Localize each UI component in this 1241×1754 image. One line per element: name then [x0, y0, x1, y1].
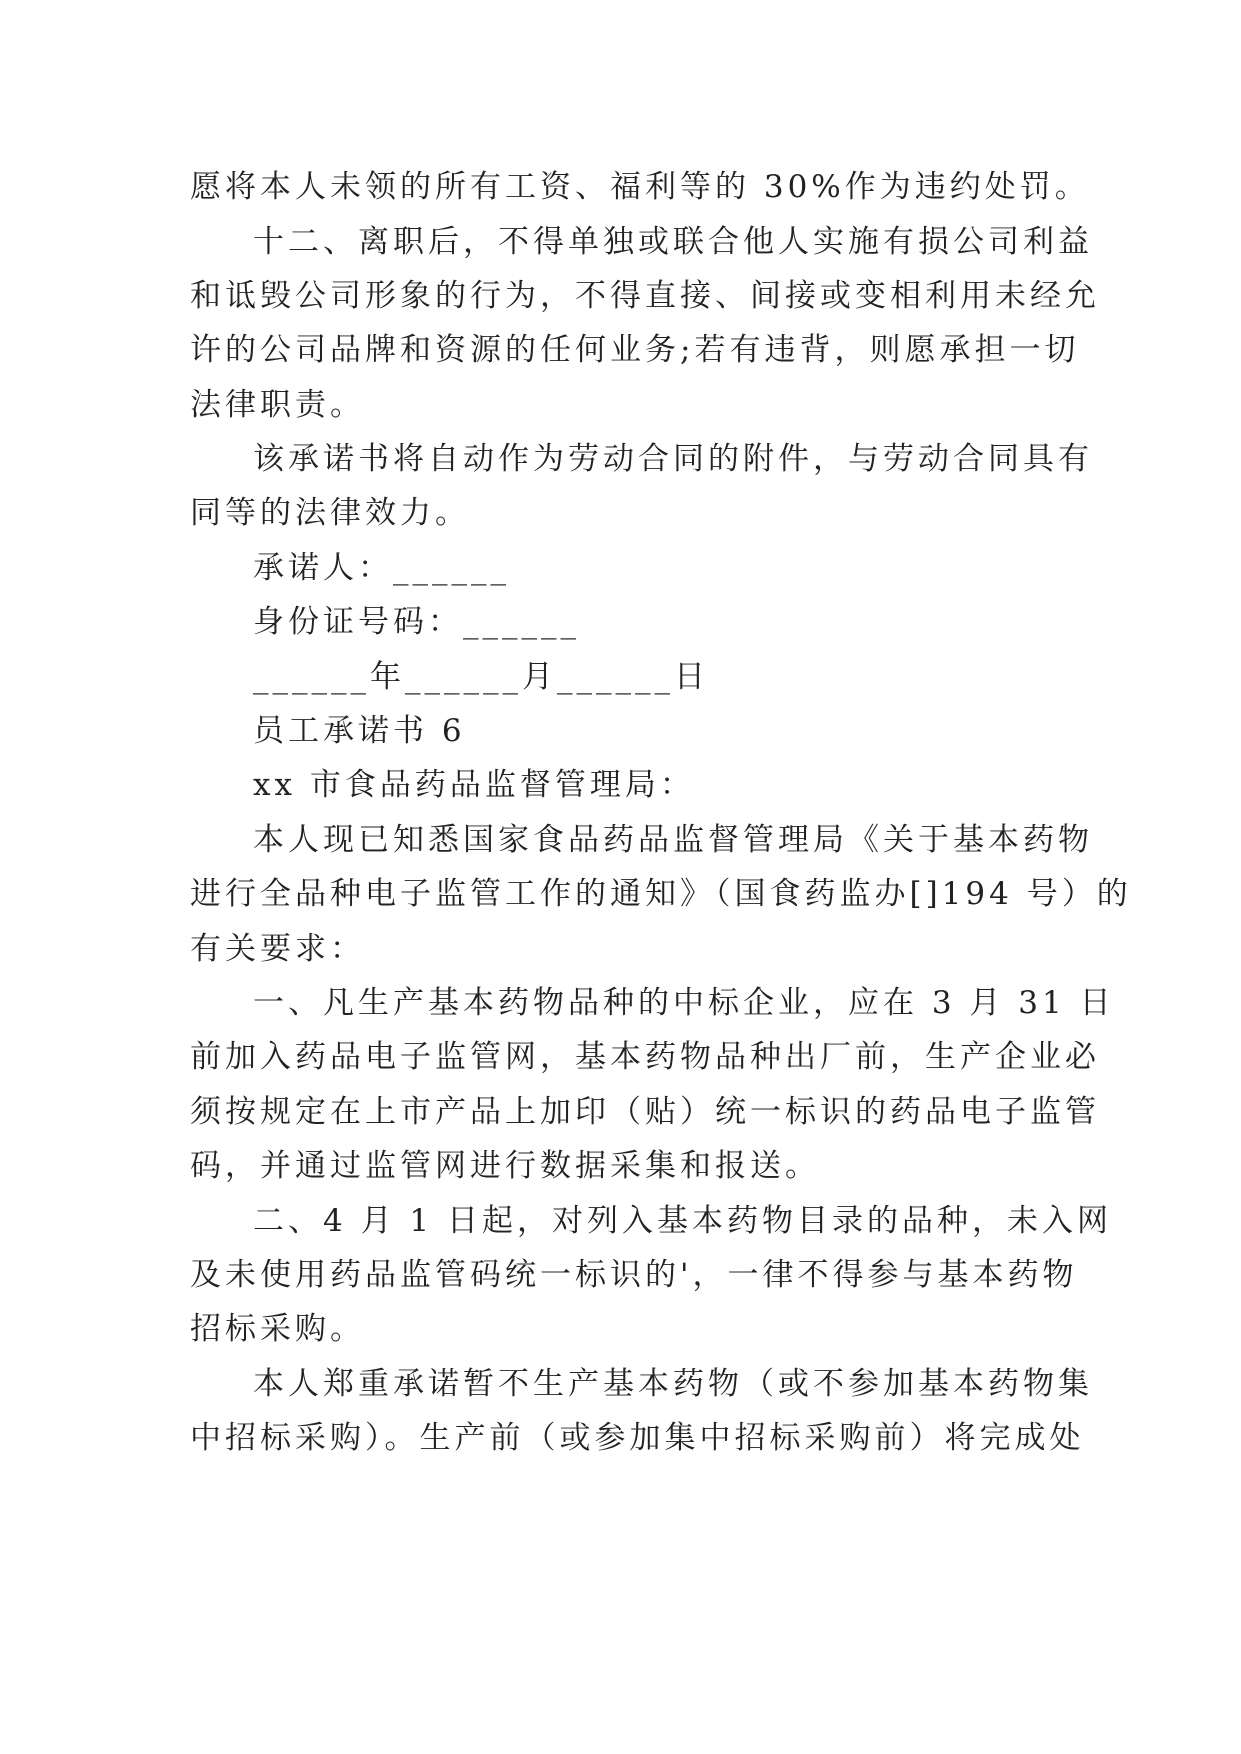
- date-line: ______年______月______日: [253, 659, 709, 695]
- text-line: 招标采购。: [190, 1311, 365, 1347]
- text-line: 二、4 月 1 日起，对列入基本药物目录的品种，未入网: [253, 1203, 1113, 1239]
- text-line: 及未使用药品监管码统一标识的'，一律不得参与基本药物: [190, 1257, 1078, 1293]
- section-title: 员工承诺书 6: [253, 713, 466, 749]
- text-line: 法律职责。: [190, 387, 365, 423]
- addressee-line: xx 市食品药品监督管理局：: [253, 767, 695, 803]
- text-line: 一、凡生产基本药物品种的中标企业，应在 3 月 31 日: [253, 985, 1115, 1021]
- text-line: 许的公司品牌和资源的任何业务;若有违背，则愿承担一切: [190, 332, 1080, 368]
- text-line: 和诋毁公司形象的行为，不得直接、间接或变相利用未经允: [190, 278, 1100, 314]
- text-line: 中招标采购）。生产前（或参加集中招标采购前）将完成处: [190, 1420, 1085, 1456]
- text-line: 同等的法律效力。: [190, 495, 470, 531]
- text-line: 本人郑重承诺暂不生产基本药物（或不参加基本药物集: [253, 1366, 1093, 1402]
- signer-line: 承诺人：______: [253, 550, 510, 586]
- text-line: 有关要求：: [190, 931, 365, 967]
- id-number-line: 身份证号码：______: [253, 604, 580, 640]
- text-line: 进行全品种电子监管工作的通知》（国食药监办[]194 号）的: [190, 876, 1132, 912]
- text-line: 该承诺书将自动作为劳动合同的附件，与劳动合同具有: [253, 441, 1093, 477]
- text-line: 码，并通过监管网进行数据采集和报送。: [190, 1148, 820, 1184]
- text-line: 愿将本人未领的所有工资、福利等的 30%作为违约处罚。: [190, 169, 1090, 205]
- text-line: 十二、离职后，不得单独或联合他人实施有损公司利益: [253, 224, 1093, 260]
- text-line: 本人现已知悉国家食品药品监督管理局《关于基本药物: [253, 822, 1093, 858]
- text-line: 须按规定在上市产品上加印（贴）统一标识的药品电子监管: [190, 1094, 1100, 1130]
- text-line: 前加入药品电子监管网，基本药物品种出厂前，生产企业必: [190, 1039, 1100, 1075]
